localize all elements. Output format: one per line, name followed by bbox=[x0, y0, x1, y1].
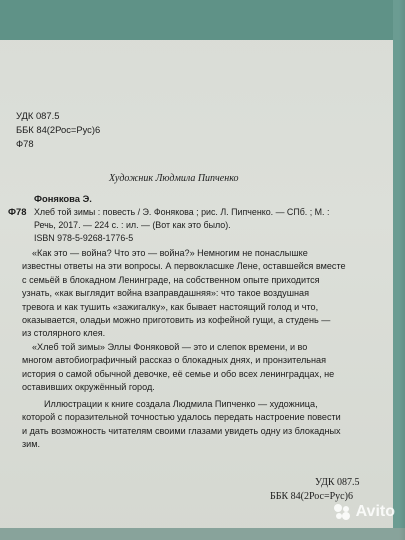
annotation-line: история о самой обычной девочке, её семье и обо всех ленинградцах, не bbox=[22, 368, 335, 379]
annotation-line: тревога и как тушить «зажигалку», как бывает настоящий голод и что, bbox=[22, 301, 319, 312]
annotation-line: оказывается, оладьи можно приготовить из кофейной гущи, а студень — bbox=[22, 315, 331, 326]
annotation-line: которой с поразительной точностью удалось передать настроение повести bbox=[22, 412, 341, 423]
author-name: Фонякова Э. bbox=[34, 193, 92, 204]
book-cover-top-edge bbox=[0, 0, 405, 40]
annotation-line: «Как это — война? Что это — война?» Немногим не понаслышке bbox=[32, 248, 308, 258]
annotation-paragraph-2 bbox=[22, 341, 334, 395]
book-bottom-edge bbox=[0, 528, 405, 540]
illustrator-credit: Художник Людмила Пипченко bbox=[109, 173, 239, 184]
annotation-line: из столярного клея. bbox=[22, 328, 106, 339]
bbk-code: ББК 84(2Рос=Рус)6 bbox=[16, 124, 101, 135]
annotation-line: «Хлеб той зимы» Эллы Фоняковой — это и слепок времени, и во bbox=[32, 342, 308, 352]
annotation-paragraph-1 bbox=[22, 247, 346, 341]
annotation-line: Иллюстрации к книге создала Людмила Пипченко — художница, bbox=[44, 399, 318, 409]
footer-udk-code: УДК 087.5 bbox=[315, 477, 360, 488]
isbn: ISBN 978-5-9268-1776-5 bbox=[34, 233, 134, 243]
annotation-line: оставивших окружённый город. bbox=[22, 382, 155, 393]
footer-bbk-code: ББК 84(2Рос=Рус)6 bbox=[270, 491, 353, 502]
bibliographic-code: Ф78 bbox=[8, 206, 27, 217]
author-sign-code: Ф78 bbox=[16, 138, 34, 149]
page-shadow bbox=[399, 0, 405, 540]
annotation-paragraph-3 bbox=[22, 398, 341, 452]
avito-watermark bbox=[332, 502, 395, 522]
annotation-line: с семьёй в блокадном Ленинграде, на собственном опыте приходится bbox=[22, 274, 320, 285]
annotation-line: и дать возможность читателям своими глазами увидеть одну из блокадных bbox=[22, 425, 341, 436]
annotation-line: многом автобиографичный рассказ о блокадных днях, и пронзительная bbox=[22, 355, 327, 366]
annotation-line: известны ответы на эти вопросы. А первокласшке Лене, оставшейся вместе bbox=[22, 261, 346, 272]
udk-code: УДК 087.5 bbox=[16, 110, 60, 121]
bibliographic-line-2: Речь, 2017. — 224 с. : ил. — (Вот как это было). bbox=[34, 220, 231, 230]
annotation-line: узнать, «как выглядит война взаправдашняя»: что такое воздушная bbox=[22, 288, 310, 299]
avito-brand-text: Avito bbox=[355, 503, 395, 520]
bibliographic-line-1: Хлеб той зимы : повесть / Э. Фонякова ; рис. Л. Пипченко. — СПб. ; М. : bbox=[34, 207, 330, 217]
avito-logo-icon bbox=[332, 502, 352, 522]
annotation-line: зим. bbox=[22, 439, 41, 450]
